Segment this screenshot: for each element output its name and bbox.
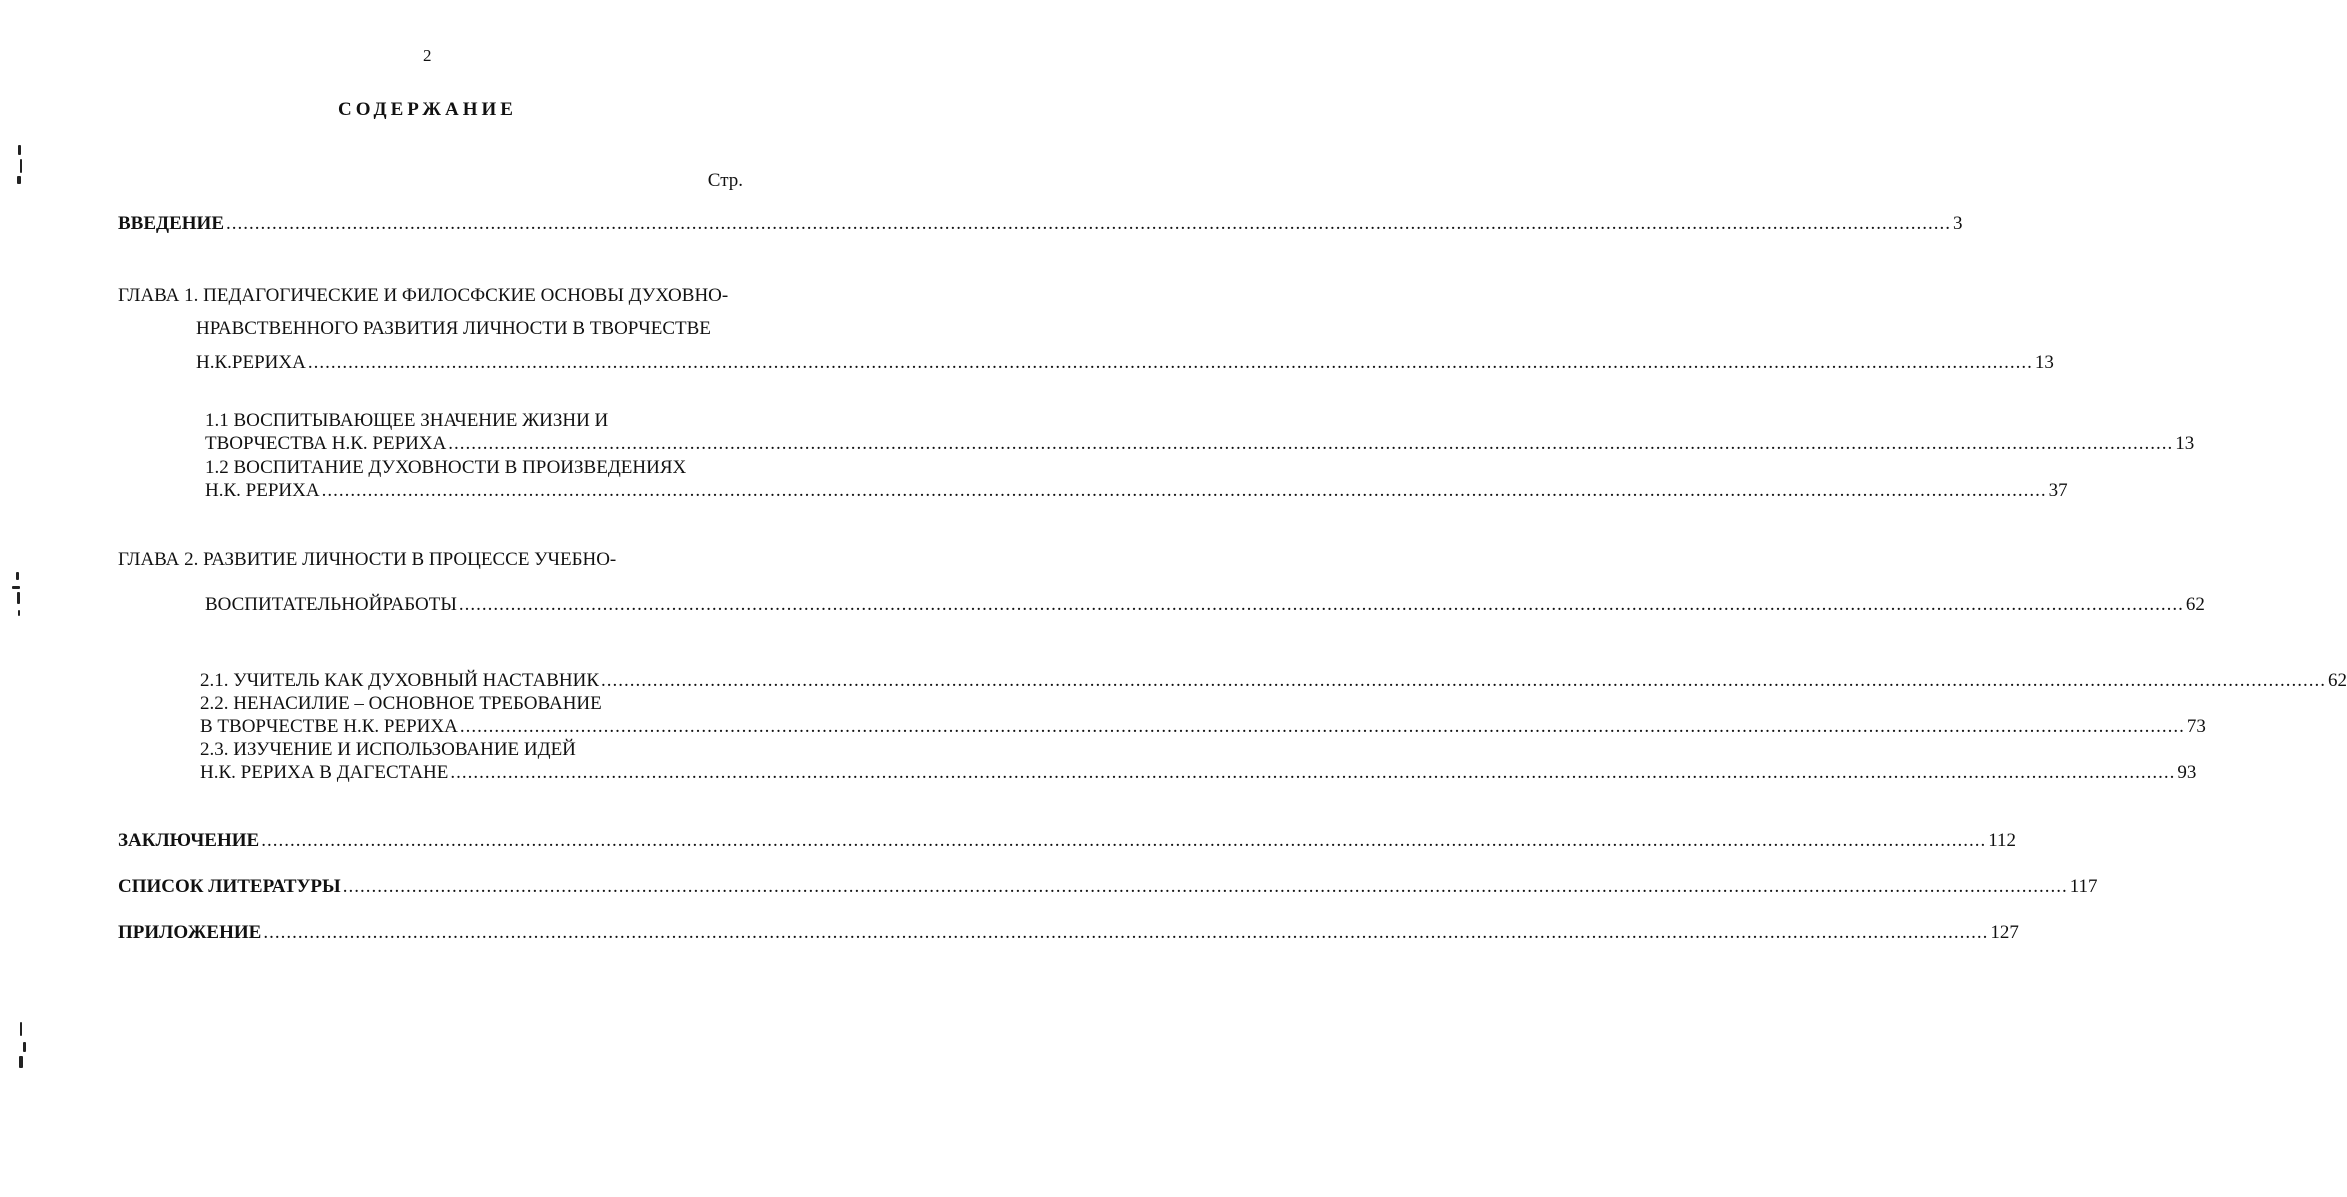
chapter2-title-line2 [205, 594, 2205, 616]
toc-entry-label: Н.К. РЕРИХА В ДАГЕСТАНЕ [200, 762, 449, 783]
toc-entry-label: ПРИЛОЖЕНИЕ [118, 922, 262, 943]
binding-mark [16, 1022, 30, 1068]
toc-entry-label: ЗАКЛЮЧЕНИЕ [118, 830, 260, 851]
chapter2-prefix: ГЛАВА 2. [118, 549, 199, 570]
toc-entry-appendix [118, 922, 2019, 944]
section-2-3 [200, 762, 2197, 784]
chapter1-prefix: ГЛАВА 1. [118, 285, 199, 306]
leader-dots: ............................................................................................................................................................................................................................................................................................................ [263, 922, 1989, 943]
toc-entry-label: СПИСОК ЛИТЕРАТУРЫ [118, 876, 341, 897]
page-number: 2 [423, 46, 432, 65]
toc-entry-page: 93 [2177, 762, 2197, 783]
toc-entry-label: Н.К. РЕРИХА [205, 480, 320, 501]
leader-dots: ............................................................................................................................................................................................................................................................................................................ [601, 670, 2326, 691]
toc-entry-page: 62 [2328, 670, 2347, 691]
section-2-3-line1: 2.3. ИЗУЧЕНИЕ И ИСПОЛЬЗОВАНИЕ ИДЕЙ [200, 739, 576, 760]
chapter1-title-line3 [196, 352, 2054, 374]
chapter1-title-line2: НРАВСТВЕННОГО РАЗВИТИЯ ЛИЧНОСТИ В ТВОРЧЕСТВЕ [196, 318, 711, 339]
section-1-1-line1: 1.1 ВОСПИТЫВАЮЩЕЕ ЗНАЧЕНИЕ ЖИЗНИ И [205, 410, 609, 431]
leader-dots: ............................................................................................................................................................................................................................................................................................................ [448, 433, 2174, 454]
chapter1-title-line1: ПЕДАГОГИЧЕСКИЕ И ФИЛОСФСКИЕ ОСНОВЫ ДУХОВНО- [203, 285, 729, 306]
toc-entry-label: Н.К.РЕРИХА [196, 352, 306, 373]
section-2-2-line1: 2.2. НЕНАСИЛИЕ – ОСНОВНОЕ ТРЕБОВАНИЕ [200, 693, 602, 714]
leader-dots: ............................................................................................................................................................................................................................................................................................................ [307, 352, 2033, 373]
toc-entry-conclusion [118, 830, 2016, 852]
leader-dots: ............................................................................................................................................................................................................................................................................................................ [450, 762, 2176, 783]
toc-entry-page: 13 [2034, 352, 2054, 373]
toc-entry-page: 127 [1990, 922, 2019, 943]
section-2-2 [200, 716, 2206, 738]
toc-entry-label: ВВЕДЕНИЕ [118, 213, 224, 234]
leader-dots: ............................................................................................................................................................................................................................................................................................................ [459, 716, 2185, 737]
leader-dots: ............................................................................................................................................................................................................................................................................................................ [321, 480, 2047, 501]
leader-dots: ............................................................................................................................................................................................................................................................................................................ [458, 594, 2184, 615]
toc-entry-references [118, 876, 2098, 898]
toc-entry-page: 37 [2048, 480, 2068, 501]
toc-entry-page: 112 [1988, 830, 2016, 851]
toc-entry-label: В ТВОРЧЕСТВЕ Н.К. РЕРИХА [200, 716, 458, 737]
toc-entry-label: ТВОРЧЕСТВА Н.К. РЕРИХА [205, 433, 447, 454]
chapter2-title-line1: РАЗВИТИЕ ЛИЧНОСТИ В ПРОЦЕССЕ УЧЕБНО- [203, 549, 617, 570]
toc-entry-page: 73 [2186, 716, 2206, 737]
toc-entry-page: 62 [2185, 594, 2205, 615]
toc-entry-page: 13 [2175, 433, 2195, 454]
toc-entry-page: 3 [1953, 213, 1963, 234]
section-2-1 [200, 670, 2347, 692]
binding-mark [14, 145, 28, 184]
toc-entry-label: ВОСПИТАТЕЛЬНОЙРАБОТЫ [205, 594, 457, 615]
chapter1-heading [118, 285, 728, 307]
toc-entry-page: 117 [2069, 876, 2098, 897]
chapter2-heading [118, 549, 616, 571]
toc-entry-label: 2.1. УЧИТЕЛЬ КАК ДУХОВНЫЙ НАСТАВНИК [200, 670, 599, 691]
binding-mark [10, 572, 24, 616]
leader-dots: ............................................................................................................................................................................................................................................................................................................ [342, 876, 2068, 897]
leader-dots: ............................................................................................................................................................................................................................................................................................................ [226, 213, 1951, 234]
section-1-1 [205, 433, 2195, 455]
section-1-2-line1: 1.2 ВОСПИТАНИЕ ДУХОВНОСТИ В ПРОИЗВЕДЕНИЯХ [205, 457, 687, 478]
section-1-2 [205, 480, 2068, 502]
toc-title: СОДЕРЖАНИЕ [338, 99, 517, 120]
page-column-label: Стр. [707, 170, 743, 191]
toc-entry-intro [118, 213, 1963, 235]
leader-dots: ............................................................................................................................................................................................................................................................................................................ [261, 830, 1987, 851]
